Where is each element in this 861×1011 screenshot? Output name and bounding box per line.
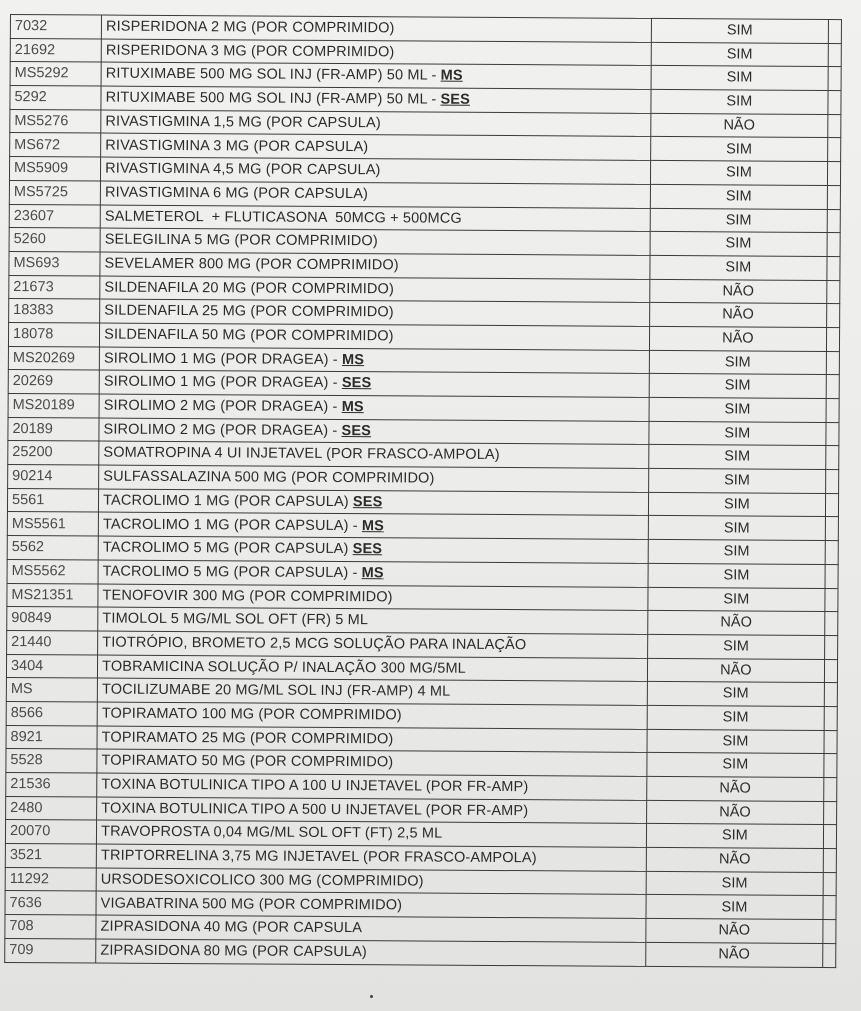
availability-status: SIM: [651, 89, 828, 114]
supplier-tag: MS: [440, 68, 463, 85]
medication-description-cell: [100, 299, 650, 326]
supplier-tag: SES: [352, 493, 383, 511]
medication-description-cell: [100, 228, 650, 255]
medication-code: MS672: [10, 133, 101, 157]
medication-description: URSODESOXICOLICO 300 MG (COMPRIMIDO): [100, 871, 424, 890]
availability-status: SIM: [651, 18, 828, 43]
table-edge-column: [826, 398, 839, 422]
availability-status: SIM: [650, 184, 827, 209]
availability-status: SIM: [649, 350, 826, 375]
supplier-tag: SES: [341, 375, 372, 392]
medication-description-cell: [98, 560, 648, 587]
availability-status: SIM: [650, 137, 827, 162]
medication-code: MS21351: [7, 583, 98, 607]
table-edge-column: [825, 588, 838, 612]
availability-status: SIM: [650, 161, 827, 186]
table-edge-column: [823, 896, 836, 920]
table-edge-column: [826, 446, 839, 470]
table-edge-column: [824, 659, 837, 683]
table-edge-column: [825, 517, 838, 541]
medication-description: RIVASTIGMINA 1,5 MG (POR CAPSULA): [105, 113, 381, 132]
medication-description-cell: [97, 678, 647, 705]
medication-description: TOXINA BOTULINICA TIPO A 500 U INJETAVEL (POR FR-AMP): [101, 800, 529, 819]
medication-description: TIMOLOL 5 MG/ML SOL OFT (FR) 5 ML: [102, 610, 369, 629]
medication-description: TOPIRAMATO 50 MG (POR COMPRIMIDO): [101, 752, 394, 771]
medication-code: 20070: [5, 820, 96, 844]
medication-description-cell: [99, 489, 649, 516]
table-edge-column: [823, 872, 836, 896]
supplier-tag: MS: [341, 351, 365, 368]
medication-description: TACROLIMO 1 MG (POR CAPSULA) -: [102, 516, 363, 534]
medication-table: [4, 14, 842, 968]
table-edge-column: [827, 233, 840, 257]
medication-description: SIROLIMO 2 MG (POR DRAGEA) -: [103, 421, 342, 439]
medication-code: MS693: [9, 251, 100, 275]
table-edge-column: [825, 541, 838, 565]
medication-description: SILDENAFILA 50 MG (POR COMPRIMIDO): [104, 326, 394, 345]
medication-description-cell: [99, 441, 649, 468]
table-edge-column: [828, 91, 841, 115]
medication-code: 18383: [9, 299, 100, 323]
medication-code: 2480: [6, 796, 97, 820]
medication-description: RIVASTIGMINA 4,5 MG (POR CAPSULA): [105, 160, 381, 179]
medication-description: TACROLIMO 5 MG (POR CAPSULA) -: [102, 563, 362, 582]
table-edge-column: [826, 470, 839, 494]
medication-description: RISPERIDONA 3 MG (POR COMPRIMIDO): [105, 42, 395, 61]
medication-description-cell: [98, 631, 648, 658]
availability-status: NÃO: [647, 658, 824, 683]
medication-code: 5528: [6, 749, 97, 773]
availability-status: NÃO: [649, 326, 826, 351]
medication-code: 708: [5, 915, 96, 939]
table-edge-column: [828, 67, 841, 91]
medication-description: SILDENAFILA 25 MG (POR COMPRIMIDO): [104, 302, 394, 321]
availability-status: NÃO: [649, 303, 826, 328]
medication-description-cell: [99, 347, 649, 374]
medication-code: 709: [5, 938, 96, 962]
medication-code: 8921: [6, 725, 97, 749]
medication-description: RISPERIDONA 2 MG (POR COMPRIMIDO): [105, 18, 395, 37]
medication-code: 90214: [8, 465, 99, 489]
table-edge-column: [826, 375, 839, 399]
availability-status: NÃO: [647, 611, 824, 636]
medication-code: 21692: [10, 38, 101, 62]
supplier-tag: MS: [361, 517, 385, 534]
table-edge-column: [825, 493, 838, 517]
medication-code: MS5909: [9, 157, 100, 181]
medication-description-cell: [96, 868, 646, 895]
availability-status: SIM: [651, 42, 828, 67]
medication-description-cell: [101, 62, 651, 89]
medication-code: 11292: [5, 867, 96, 891]
table-edge-column: [828, 114, 841, 138]
availability-status: SIM: [649, 374, 826, 399]
availability-status: SIM: [649, 445, 826, 470]
availability-status: SIM: [650, 232, 827, 257]
medication-description-cell: [98, 512, 648, 539]
medication-description: TOPIRAMATO 100 MG (POR COMPRIMIDO): [101, 705, 402, 724]
table-edge-column: [828, 19, 841, 43]
table-edge-column: [827, 256, 840, 280]
availability-status: SIM: [648, 563, 825, 588]
supplier-tag: MS: [341, 399, 364, 416]
medication-description-cell: [100, 252, 650, 279]
medication-description: TOPIRAMATO 25 MG (POR COMPRIMIDO): [101, 729, 394, 748]
medication-description: VIGABATRINA 500 MG (POR COMPRIMIDO): [100, 895, 403, 913]
table-edge-column: [828, 43, 841, 67]
medication-code: 18078: [8, 322, 99, 346]
medication-code: MS5561: [7, 512, 98, 536]
medication-description-cell: [101, 133, 651, 160]
medication-code: 5561: [7, 488, 98, 512]
availability-status: SIM: [649, 421, 826, 446]
availability-status: SIM: [648, 540, 825, 565]
supplier-tag: MS: [361, 565, 384, 582]
availability-status: SIM: [647, 753, 824, 778]
medication-description: RITUXIMABE 500 MG SOL INJ (FR-AMP) 50 ML -: [105, 66, 441, 85]
medication-description: TACROLIMO 5 MG (POR CAPSULA): [102, 539, 353, 558]
availability-status: SIM: [651, 66, 828, 91]
medication-description-cell: [99, 418, 649, 445]
table-edge-column: [827, 209, 840, 233]
availability-status: SIM: [647, 634, 824, 659]
table-edge-column: [823, 943, 836, 967]
medication-description: ZIPRASIDONA 40 MG (POR CAPSULA: [100, 918, 363, 937]
medication-code: 90849: [7, 607, 98, 631]
medication-code: 20269: [8, 370, 99, 394]
medication-code: 8566: [6, 701, 97, 725]
medication-code: 21536: [6, 772, 97, 796]
medication-description: TIOTRÓPIO, BROMETO 2,5 MCG SOLUÇÃO PARA INALAÇÃO: [102, 634, 527, 654]
table-edge-column: [823, 849, 836, 873]
medication-table-body: [5, 15, 842, 968]
availability-status: SIM: [648, 492, 825, 517]
medication-code: MS20189: [8, 393, 99, 417]
table-edge-column: [827, 162, 840, 186]
medication-description-cell: [99, 465, 649, 492]
medication-description-cell: [96, 891, 646, 918]
table-edge-column: [827, 185, 840, 209]
medication-description-cell: [97, 702, 647, 729]
table-edge-column: [826, 422, 839, 446]
medication-description-cell: [97, 797, 647, 824]
table-edge-column: [824, 754, 837, 778]
medication-description-cell: [101, 15, 651, 42]
medication-description-cell: [100, 181, 650, 208]
table-edge-column: [826, 351, 839, 375]
availability-status: NÃO: [646, 776, 823, 801]
availability-status: NÃO: [651, 113, 828, 138]
medication-code: 3404: [6, 654, 97, 678]
availability-status: SIM: [649, 397, 826, 422]
medication-code: 7636: [5, 891, 96, 915]
medication-code: MS: [6, 678, 97, 702]
medication-description-cell: [97, 820, 647, 847]
availability-status: SIM: [647, 729, 824, 754]
medication-code: 21440: [7, 630, 98, 654]
medication-description-cell: [100, 205, 650, 232]
medication-description: TRAVOPROSTA 0,04 MG/ML SOL OFT (FT) 2,5 ML: [101, 824, 443, 843]
medication-description-cell: [96, 939, 646, 966]
medication-description: RIVASTIGMINA 3 MG (POR CAPSULA): [105, 137, 369, 155]
table-edge-column: [824, 777, 837, 801]
medication-description-cell: [98, 655, 648, 682]
medication-code: MS5276: [10, 109, 101, 133]
availability-status: NÃO: [646, 800, 823, 825]
medication-description-cell: [100, 276, 650, 303]
medication-description: SOMATROPINA 4 UI INJETAVEL (POR FRASCO-AMPOLA): [103, 445, 500, 464]
medication-description: ZIPRASIDONA 80 MG (POR CAPSULA): [100, 942, 367, 961]
medication-description: SALMETEROL + FLUTICASONA 50MCG + 500MCG: [104, 208, 462, 227]
table-edge-column: [825, 564, 838, 588]
medication-description: RIVASTIGMINA 6 MG (POR CAPSULA): [104, 184, 369, 203]
table-edge-column: [826, 327, 839, 351]
medication-code: MS5725: [9, 180, 100, 204]
medication-code: MS20269: [8, 346, 99, 370]
availability-status: SIM: [646, 895, 823, 920]
availability-status: SIM: [647, 682, 824, 707]
medication-description-cell: [97, 773, 647, 800]
medication-code: 20189: [8, 417, 99, 441]
availability-status: SIM: [647, 705, 824, 730]
supplier-tag: SES: [341, 422, 372, 439]
table-edge-column: [824, 683, 837, 707]
supplier-tag: SES: [440, 91, 471, 108]
table-edge-column: [823, 920, 836, 944]
table-edge-column: [827, 280, 840, 304]
medication-description: TOBRAMICINA SOLUÇÃO P/ INALAÇÃO 300 MG/5ML: [102, 658, 466, 677]
table-edge-column: [824, 706, 837, 730]
availability-status: SIM: [648, 468, 825, 493]
availability-status: NÃO: [646, 847, 823, 872]
availability-status: NÃO: [650, 279, 827, 304]
medication-code: 7032: [10, 15, 101, 39]
availability-status: SIM: [648, 587, 825, 612]
medication-description: SILDENAFILA 20 MG (POR COMPRIMIDO): [104, 279, 395, 298]
medication-description-cell: [99, 370, 649, 397]
medication-description-cell: [101, 39, 651, 66]
medication-description: SIROLIMO 1 MG (POR DRAGEA) -: [103, 350, 343, 368]
medication-description-cell: [98, 584, 648, 611]
medication-code: 21673: [9, 275, 100, 299]
ink-smudge: [370, 995, 373, 998]
availability-status: NÃO: [646, 919, 823, 944]
medication-code: 25200: [8, 441, 99, 465]
availability-status: SIM: [646, 824, 823, 849]
medication-code: 5292: [10, 86, 101, 110]
medication-description-cell: [98, 607, 648, 634]
medication-description: SIROLIMO 2 MG (POR DRAGEA) -: [103, 397, 342, 416]
medication-description-cell: [101, 86, 651, 113]
medication-description: TOXINA BOTULINICA TIPO A 100 U INJETAVEL (POR FR-AMP): [101, 776, 529, 796]
table-edge-column: [823, 825, 836, 849]
medication-code: MS5562: [7, 559, 98, 583]
medication-description-cell: [101, 157, 651, 184]
medication-description: TACROLIMO 1 MG (POR CAPSULA): [103, 492, 353, 510]
medication-description-cell: [101, 110, 651, 137]
table-row: [5, 938, 836, 967]
table-edge-column: [824, 730, 837, 754]
availability-status: SIM: [650, 255, 827, 280]
medication-code: 23607: [9, 204, 100, 228]
medication-code: 3521: [5, 844, 96, 868]
medication-description-cell: [99, 394, 649, 421]
medication-description-cell: [97, 726, 647, 753]
table-edge-column: [825, 635, 838, 659]
medication-description: RITUXIMABE 500 MG SOL INJ (FR-AMP) 50 ML -: [105, 89, 441, 108]
medication-code: 5562: [7, 536, 98, 560]
medication-description: SELEGILINA 5 MG (POR COMPRIMIDO): [104, 231, 378, 250]
medication-description: TRIPTORRELINA 3,75 MG INJETAVEL (POR FRASCO-AMPOLA): [100, 847, 537, 867]
table-edge-column: [825, 612, 838, 636]
medication-description-cell: [97, 749, 647, 776]
medication-description: SEVELAMER 800 MG (POR COMPRIMIDO): [104, 255, 399, 274]
medication-description-cell: [100, 323, 650, 350]
medication-description: TENOFOVIR 300 MG (POR COMPRIMIDO): [102, 587, 393, 605]
medication-description-cell: [96, 844, 646, 871]
availability-status: SIM: [646, 871, 823, 896]
table-edge-column: [824, 801, 837, 825]
medication-description-cell: [98, 536, 648, 563]
medication-description: SULFASSALAZINA 500 MG (POR COMPRIMIDO): [103, 468, 435, 487]
medication-code: MS5292: [10, 62, 101, 86]
medication-description: TOCILIZUMABE 20 MG/ML SOL INJ (FR-AMP) 4 ML: [101, 681, 451, 701]
table-edge-column: [828, 138, 841, 162]
medication-description-cell: [96, 915, 646, 942]
medication-description: SIROLIMO 1 MG (POR DRAGEA) -: [103, 373, 342, 392]
availability-status: NÃO: [645, 942, 822, 967]
availability-status: SIM: [648, 516, 825, 541]
supplier-tag: SES: [352, 541, 383, 558]
availability-status: SIM: [650, 208, 827, 233]
table-edge-column: [827, 304, 840, 328]
medication-code: 5260: [9, 228, 100, 252]
